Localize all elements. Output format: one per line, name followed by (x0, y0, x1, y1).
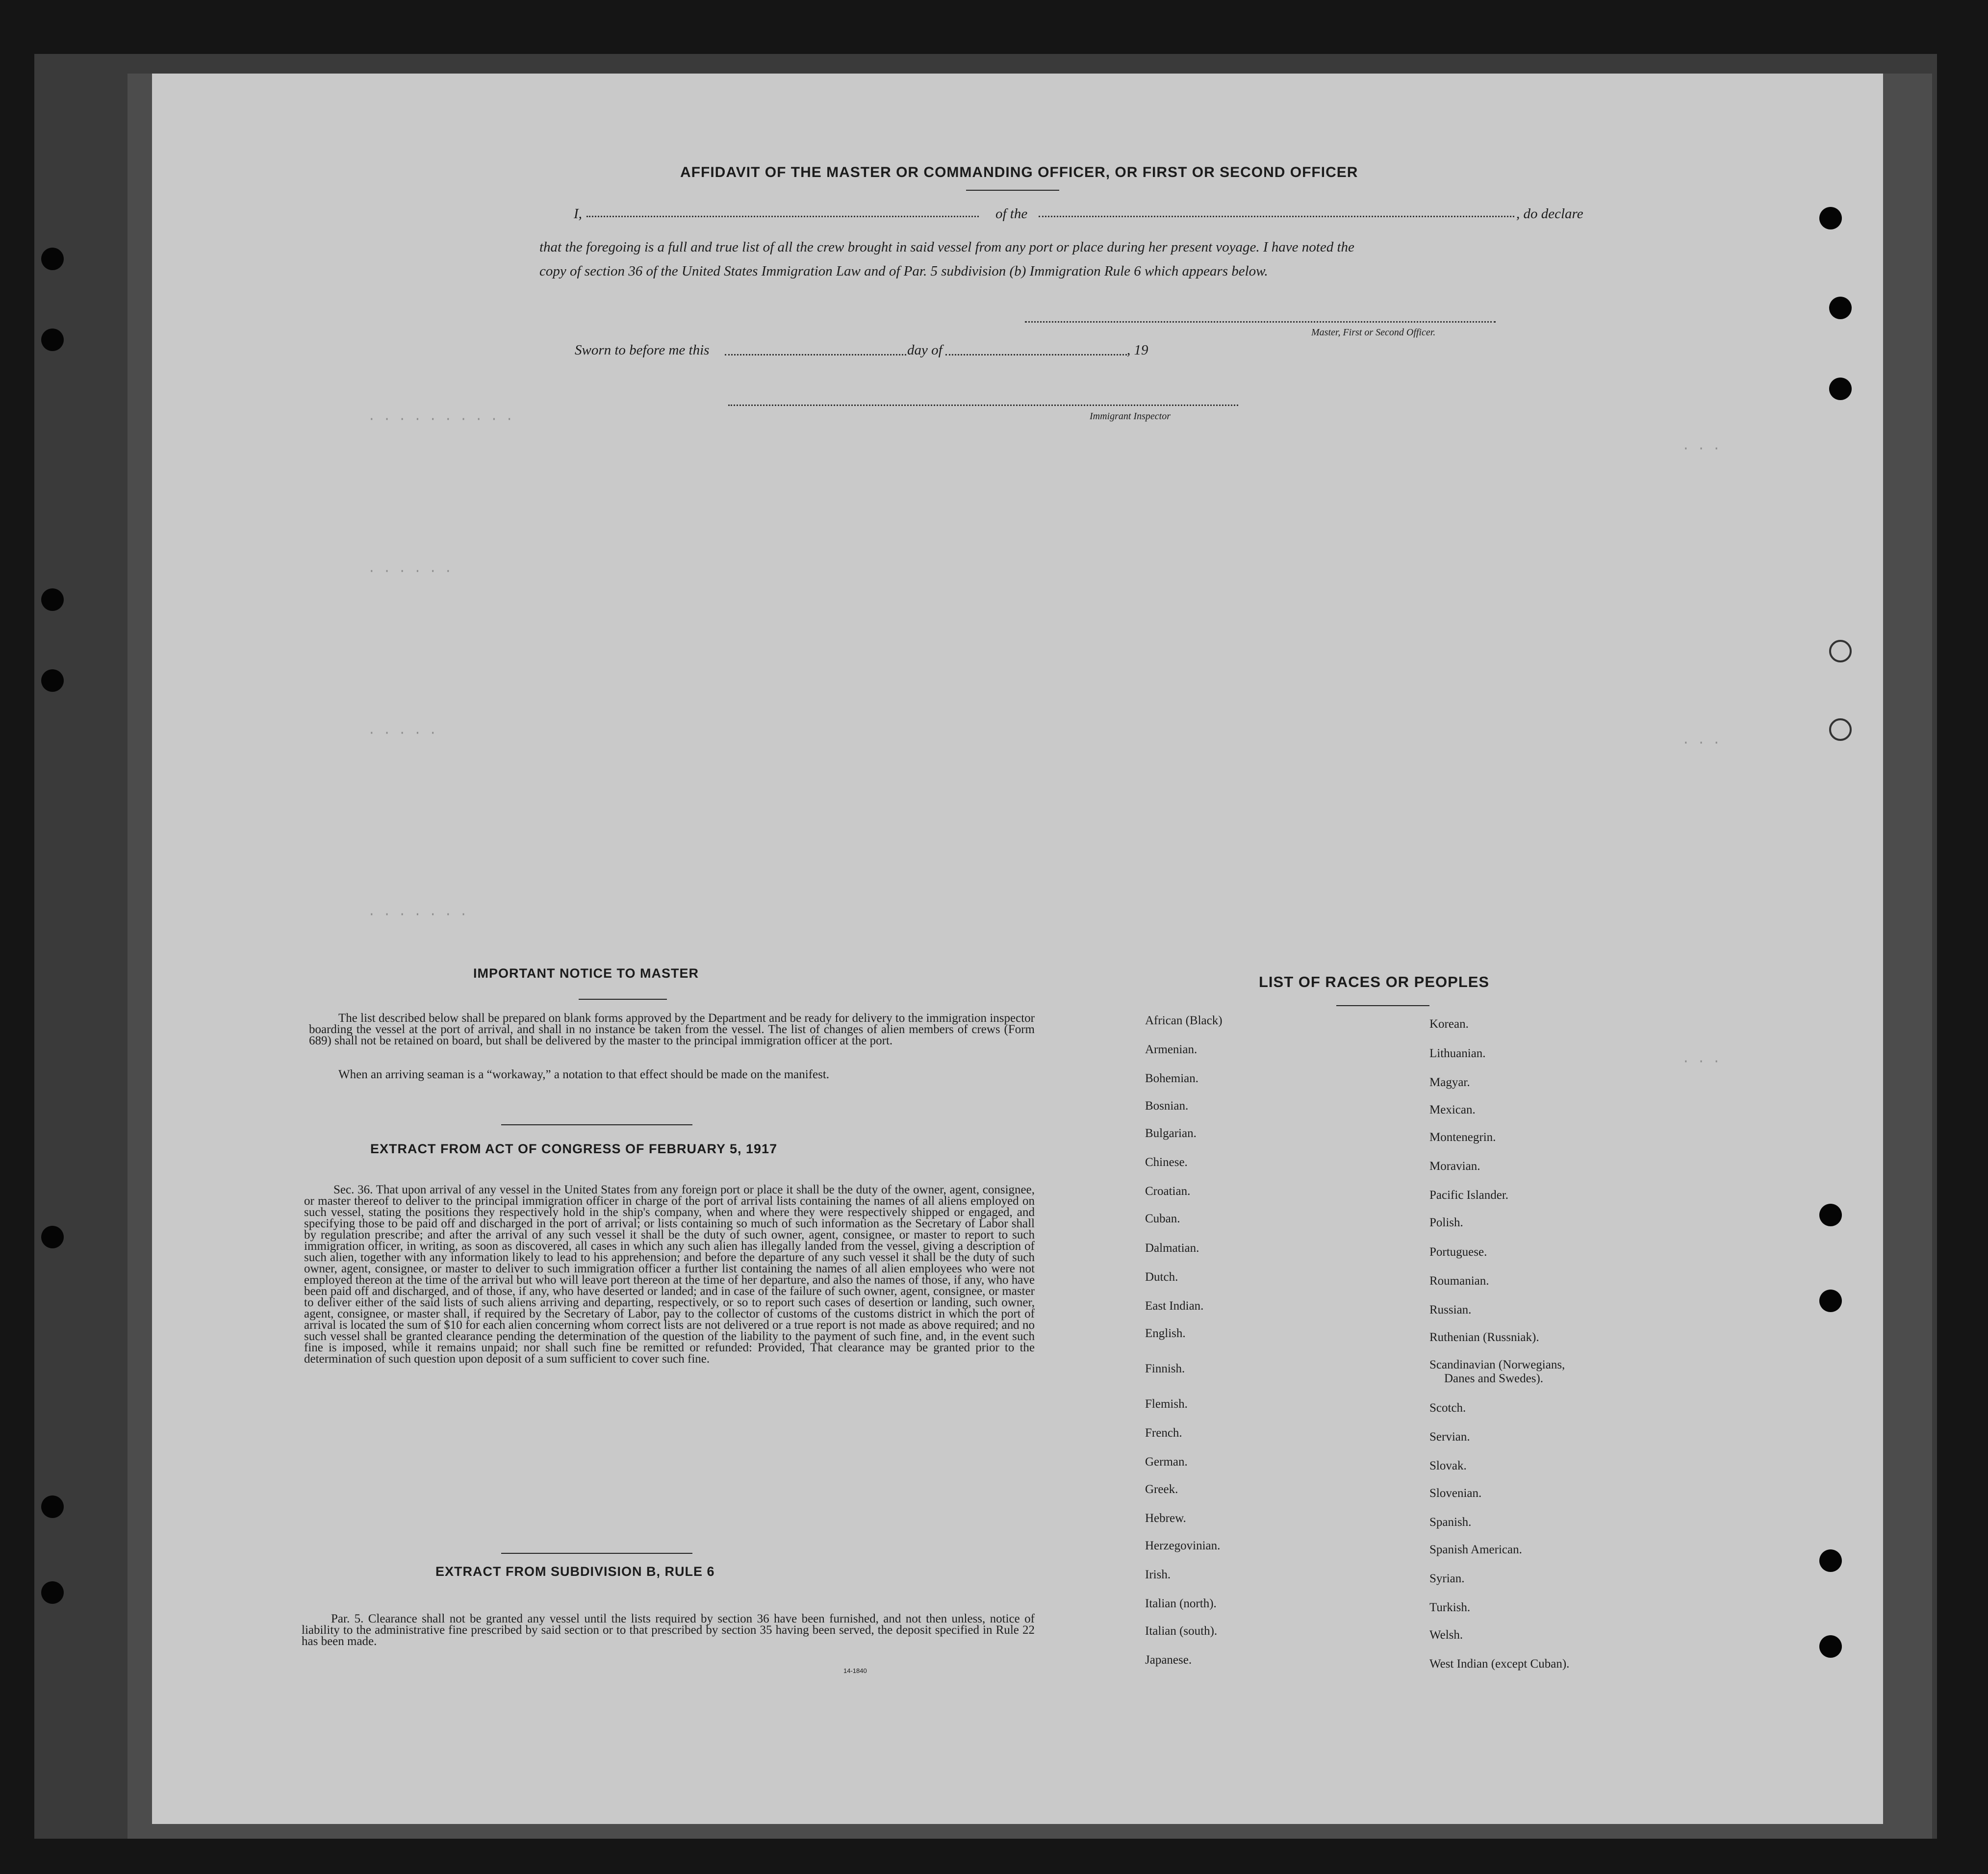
race-item: Lithuanian. (1429, 1047, 1486, 1060)
divider (1336, 1005, 1429, 1006)
race-item: Greek. (1145, 1483, 1178, 1496)
binder-hole (1829, 718, 1852, 741)
inspector-label: Immigrant Inspector (1090, 411, 1171, 422)
race-item: Bulgarian. (1145, 1127, 1197, 1140)
binder-hole (41, 1226, 64, 1248)
race-item: Danes and Swedes). (1444, 1372, 1544, 1385)
race-item: Cuban. (1145, 1212, 1180, 1225)
affidavit-do-declare: , do declare (1516, 206, 1583, 222)
race-item: Magyar. (1429, 1076, 1470, 1089)
race-item: Bosnian. (1145, 1099, 1189, 1113)
race-item: Turkish. (1429, 1601, 1471, 1614)
race-item: German. (1145, 1455, 1188, 1469)
day-of-label: day of (907, 342, 943, 358)
notice-title: IMPORTANT NOTICE TO MASTER (473, 966, 699, 981)
affidavit-text-line1: that the foregoing is a full and true list of all the crew brought in said vessel from any port or place during her present voyage. I have noted the (539, 239, 1354, 255)
race-item: Italian (north). (1145, 1597, 1217, 1610)
race-item: Slovenian. (1429, 1487, 1482, 1500)
affidavit-title: AFFIDAVIT OF THE MASTER OR COMMANDING OFFICER, OR FIRST OR SECOND OFFICER (680, 164, 1358, 180)
binder-hole (41, 248, 64, 270)
bleed-through-mark: · · · · · (368, 726, 437, 740)
divider (966, 190, 1059, 191)
race-item: Hebrew. (1145, 1512, 1186, 1525)
race-item: Servian. (1429, 1430, 1470, 1443)
sworn-day-field[interactable] (725, 354, 906, 355)
binder-hole (41, 669, 64, 692)
bleed-through-mark: · · · · · · · (368, 907, 467, 922)
race-item: Croatian. (1145, 1185, 1191, 1198)
act-title: EXTRACT FROM ACT OF CONGRESS OF FEBRUARY 5, 1917 (370, 1141, 778, 1156)
bleed-through-mark: · · · (1682, 735, 1721, 750)
binder-hole (41, 588, 64, 611)
race-item: Welsh. (1429, 1628, 1463, 1642)
race-item: East Indian. (1145, 1299, 1204, 1313)
race-item: Polish. (1429, 1216, 1463, 1229)
race-item: Dalmatian. (1145, 1241, 1199, 1255)
affidavit-i-label: I, (574, 206, 582, 222)
race-item: Irish. (1145, 1568, 1171, 1581)
binder-hole (1829, 378, 1852, 400)
race-item: Slovak. (1429, 1459, 1467, 1472)
race-item: Scandinavian (Norwegians, (1429, 1358, 1565, 1371)
vessel-name-field[interactable] (1039, 216, 1514, 217)
rule-paragraph: Par. 5. Clearance shall not be granted any vessel until the lists required by section 36 have been furnished, and not then unless, notice of liability to the administrative fine prescribed by said section or to that prescribed by section 35 having been served, the deposit specified in Rule 22 has been made. (302, 1612, 1035, 1648)
race-item: Chinese. (1145, 1156, 1188, 1169)
binder-hole (1829, 297, 1852, 319)
affidavit-of-the-label: of the (995, 206, 1028, 222)
race-item: African (Black) (1145, 1014, 1223, 1027)
race-item: Russian. (1429, 1303, 1472, 1317)
race-item: Moravian. (1429, 1160, 1480, 1173)
officer-signature-field[interactable] (1025, 321, 1496, 323)
race-item: Dutch. (1145, 1270, 1178, 1284)
rule-title: EXTRACT FROM SUBDIVISION B, RULE 6 (435, 1564, 715, 1579)
race-item: Montenegrin. (1429, 1131, 1496, 1144)
race-item: Korean. (1429, 1017, 1469, 1031)
binder-hole (41, 1581, 64, 1604)
race-item: Finnish. (1145, 1362, 1185, 1375)
race-item: Spanish American. (1429, 1543, 1522, 1556)
race-item: Italian (south). (1145, 1624, 1218, 1638)
race-item: Mexican. (1429, 1103, 1476, 1116)
bleed-through-mark: · · · (1682, 441, 1721, 456)
sworn-month-field[interactable] (945, 354, 1127, 355)
sworn-label: Sworn to before me this (575, 342, 710, 358)
binder-hole (1819, 1549, 1842, 1572)
binder-hole (1819, 207, 1842, 229)
form-page (152, 74, 1883, 1824)
signature-label: Master, First or Second Officer. (1311, 327, 1436, 338)
race-item: Scotch. (1429, 1401, 1466, 1415)
master-name-field[interactable] (586, 216, 979, 217)
binder-hole (41, 329, 64, 351)
race-item: Portuguese. (1429, 1245, 1487, 1259)
race-item: Roumanian. (1429, 1274, 1489, 1288)
race-item: Flemish. (1145, 1397, 1188, 1411)
act-section-36-text: Sec. 36. That upon arrival of any vessel in the United States from any foreign port or place it shall be the duty of the owner, agent, consignee, or master thereof to deliver to the principal immigration officer in charge of the port of arrival lists containing the names of all aliens employed on such vessel, stating the positions they respectively hold in the ship's company, when and where they were respectively shipped or engaged, and specifying those to be paid off and discharged in the port of arrival; or lists containing so much of such information as the Secretary of Labor shall by regulation prescribe; and after the arrival of any such vessel it shall be the duty of such owner, agent, consignee, or master to report to such immigration officer, in writing, as soon as discovered, all cases in which any such alien has illegally landed from the vessel, giving a description of such alien, together with any information likely to lead to his apprehension; and before the departure of any such vessel it shall be the duty of such owner, agent, consignee, or master to deliver to such immigration officer a further list containing the names of all alien employees who were not employed thereon at the time of the arrival but who will leave port thereon at the time of her departure, and also the names of those, if any, who have been paid off and discharged, and of those, if any, who have deserted or landed; and in case of the failure of such owner, agent, consignee, or master to deliver either of the said lists of such aliens arriving and departing, respectively, or so to report such cases of desertion or landing, such owner, agent, consignee, or master shall, if required by the Secretary of Labor, pay to the collector of customs of the customs district in which the port of arrival is located the sum of $10 for each alien concerning whom correct lists are not delivered or a true report is not made as above required; and no such vessel shall be granted clearance pending the determination of the question of the liability to the payment of such fine, and, in the event such fine is imposed, while it remains unpaid; nor shall such fine be remitted or refunded: Provided, That clearance may be granted prior to the determination of such question upon deposit of a sum sufficient to cover such fine. (304, 1183, 1035, 1366)
divider (501, 1553, 692, 1554)
race-item: Bohemian. (1145, 1072, 1199, 1085)
binder-hole (1819, 1635, 1842, 1658)
race-item: Herzegovinian. (1145, 1539, 1221, 1552)
race-item: Armenian. (1145, 1043, 1198, 1056)
bleed-through-mark: · · · · · · (368, 564, 452, 579)
notice-paragraph-2: When an arriving seaman is a “workaway,” a notation to that effect should be made on the manifest. (338, 1068, 830, 1081)
race-item: Ruthenian (Russniak). (1429, 1331, 1539, 1344)
binder-hole (41, 1495, 64, 1518)
form-number: 14-1840 (843, 1667, 867, 1674)
race-item: French. (1145, 1426, 1182, 1440)
binder-hole (1819, 1204, 1842, 1226)
race-item: Japanese. (1145, 1653, 1192, 1667)
race-item: West Indian (except Cuban). (1429, 1657, 1570, 1671)
divider (579, 999, 667, 1000)
inspector-signature-field[interactable] (728, 405, 1238, 406)
notice-paragraph-1: The list described below shall be prepared on blank forms approved by the Department and be ready for delivery to the immigration inspector boarding the vessel at the port of arrival, and shall in no instance be taken from the vessel. The list of changes of alien members of crews (Form 689) shall not be retained on board, but shall be delivered by the master to the principal immigration officer at the port. (309, 1012, 1035, 1047)
year-label: , 19 (1127, 342, 1148, 358)
bleed-through-mark: · · · (1682, 1054, 1721, 1069)
race-item: Pacific Islander. (1429, 1189, 1509, 1202)
binder-hole (1819, 1290, 1842, 1312)
races-title: LIST OF RACES OR PEOPLES (1259, 973, 1490, 990)
bleed-through-mark: · · · · · · · · · · (368, 412, 513, 427)
race-item: Syrian. (1429, 1572, 1465, 1585)
affidavit-text-line2: copy of section 36 of the United States Immigration Law and of Par. 5 subdivision (b) Immigration Rule 6 which appears below. (539, 263, 1268, 279)
divider (501, 1124, 692, 1125)
race-item: Spanish. (1429, 1516, 1472, 1529)
race-item: English. (1145, 1327, 1186, 1340)
binder-hole (1829, 640, 1852, 662)
